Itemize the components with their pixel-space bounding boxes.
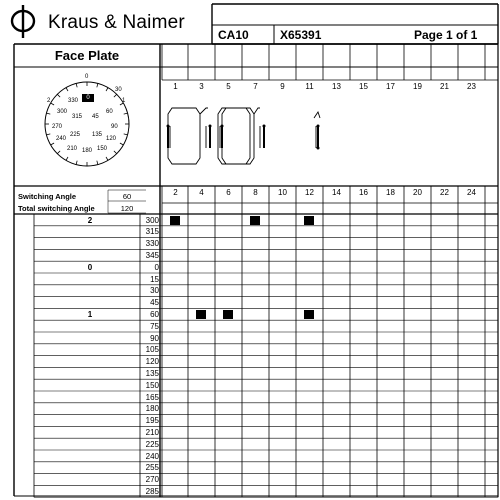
dial-tick	[66, 88, 68, 91]
contact-number-bottom: 22	[440, 188, 449, 197]
contact-number-top: 5	[226, 82, 231, 91]
contact-number-bottom: 2	[173, 188, 178, 197]
switching-angle-label: Switching Angle	[18, 192, 77, 201]
contact-number-top: 19	[413, 82, 422, 91]
angle-value: 210	[145, 427, 159, 437]
contact-number-top: 21	[440, 82, 449, 91]
kraus-naimer-logo-icon	[8, 2, 38, 40]
angle-value: 330	[145, 239, 159, 249]
dial-tick	[97, 161, 98, 165]
contact-diagram	[162, 96, 498, 186]
contact-number-bottom: 8	[253, 188, 258, 197]
dial-tick	[66, 157, 68, 160]
dial-label: 135	[92, 132, 103, 138]
angle-value: 225	[145, 439, 159, 449]
dial-label: 180	[82, 148, 93, 154]
angle-value: 75	[150, 321, 159, 331]
dial-label: 330	[68, 98, 79, 104]
angle-value: 150	[145, 380, 159, 390]
contact-closed-mark	[250, 216, 260, 225]
angle-value: 315	[145, 227, 159, 237]
contact-number-top: 15	[359, 82, 368, 91]
total-switching-angle-label: Total switching Angle	[18, 204, 95, 213]
position-label: 2	[87, 215, 93, 225]
contact-closed-mark	[223, 310, 233, 319]
dial-label: 150	[97, 146, 108, 152]
angle-value: 345	[145, 250, 159, 260]
contact-number-top: 3	[199, 82, 204, 91]
contact-closed-mark	[170, 216, 180, 225]
angle-value: 180	[145, 404, 159, 414]
dial-label: 45	[92, 114, 99, 120]
dial-label: 90	[111, 124, 118, 130]
position-label: 1	[87, 309, 93, 319]
angle-value: 90	[150, 333, 159, 343]
angle-value: 135	[145, 368, 159, 378]
contact-number-top: 9	[280, 82, 285, 91]
contact-closed-mark	[196, 310, 206, 319]
dial-tick	[46, 113, 50, 114]
contact-number-bottom: 20	[413, 188, 422, 197]
total-switching-angle-value: 120	[120, 204, 134, 213]
angle-value: 240	[145, 451, 159, 461]
dial-tick	[57, 151, 60, 154]
dial-label: 1	[122, 98, 126, 104]
angle-value: 255	[145, 463, 159, 473]
dial-label: 270	[52, 124, 63, 130]
dial-tick	[124, 134, 128, 135]
contact-number-top: 1	[173, 82, 178, 91]
angle-value: 105	[145, 345, 159, 355]
dial-label: 120	[106, 136, 117, 142]
face-plate-dial	[40, 72, 150, 182]
switching-angle-value: 60	[122, 192, 132, 201]
angle-value: 45	[150, 298, 159, 308]
angle-value: 285	[145, 486, 159, 496]
dial-tick	[51, 103, 54, 105]
contact-number-bottom: 18	[386, 188, 395, 197]
angle-value: 0	[154, 262, 159, 272]
dial-label: 30	[115, 87, 122, 93]
brand-name: Kraus & Naimer	[48, 12, 185, 33]
contact-number-bottom: 24	[467, 188, 476, 197]
contact-number-top: 17	[386, 82, 395, 91]
contact-closed-mark	[304, 216, 314, 225]
dial-tick	[120, 143, 123, 145]
dial-tick	[106, 88, 108, 91]
contact-number-bottom: 4	[199, 188, 204, 197]
contact-number-bottom: 10	[278, 188, 287, 197]
dial-label: 315	[72, 114, 83, 120]
angle-value: 15	[150, 274, 159, 284]
dial-tick	[106, 157, 108, 160]
contact-number-top: 13	[332, 82, 341, 91]
angle-value: 300	[145, 215, 159, 225]
dial-tick	[114, 151, 117, 154]
dial-label: 0	[85, 74, 89, 80]
dial-tick	[51, 143, 54, 145]
dial-label: 300	[57, 109, 68, 115]
contact-number-bottom: 14	[332, 188, 341, 197]
dial-tick	[57, 94, 60, 97]
dial-label: 60	[106, 109, 113, 115]
dial-tick	[114, 94, 117, 97]
contact-number-top: 23	[467, 82, 476, 91]
dial-tick	[76, 161, 77, 165]
dial-label: 2	[47, 98, 51, 104]
angle-value: 60	[150, 309, 159, 319]
dial-label: 210	[67, 146, 78, 152]
angle-value: 165	[145, 392, 159, 402]
dial-tick	[97, 83, 98, 87]
angle-value: 195	[145, 416, 159, 426]
model-number: CA10	[218, 28, 249, 42]
contact-number-bottom: 6	[226, 188, 231, 197]
contact-number-bottom: 16	[359, 188, 368, 197]
page-info: Page 1 of 1	[414, 28, 478, 42]
angle-value: 30	[150, 286, 159, 296]
position-label: 0	[87, 262, 93, 272]
dial-tick	[76, 83, 77, 87]
contact-closed-mark	[304, 310, 314, 319]
dial-position-marker: 0	[82, 94, 94, 102]
part-number: X65391	[280, 28, 322, 42]
angle-value: 120	[145, 357, 159, 367]
dial-label: 240	[56, 136, 67, 142]
contact-number-top: 7	[253, 82, 258, 91]
contact-number-top: 11	[305, 82, 314, 91]
contact-number-bottom: 12	[305, 188, 314, 197]
face-plate-title: Face Plate	[54, 48, 120, 63]
dial-tick	[46, 134, 50, 135]
dial-label: 225	[70, 132, 81, 138]
dial-tick	[124, 113, 128, 114]
angle-value: 270	[145, 475, 159, 485]
